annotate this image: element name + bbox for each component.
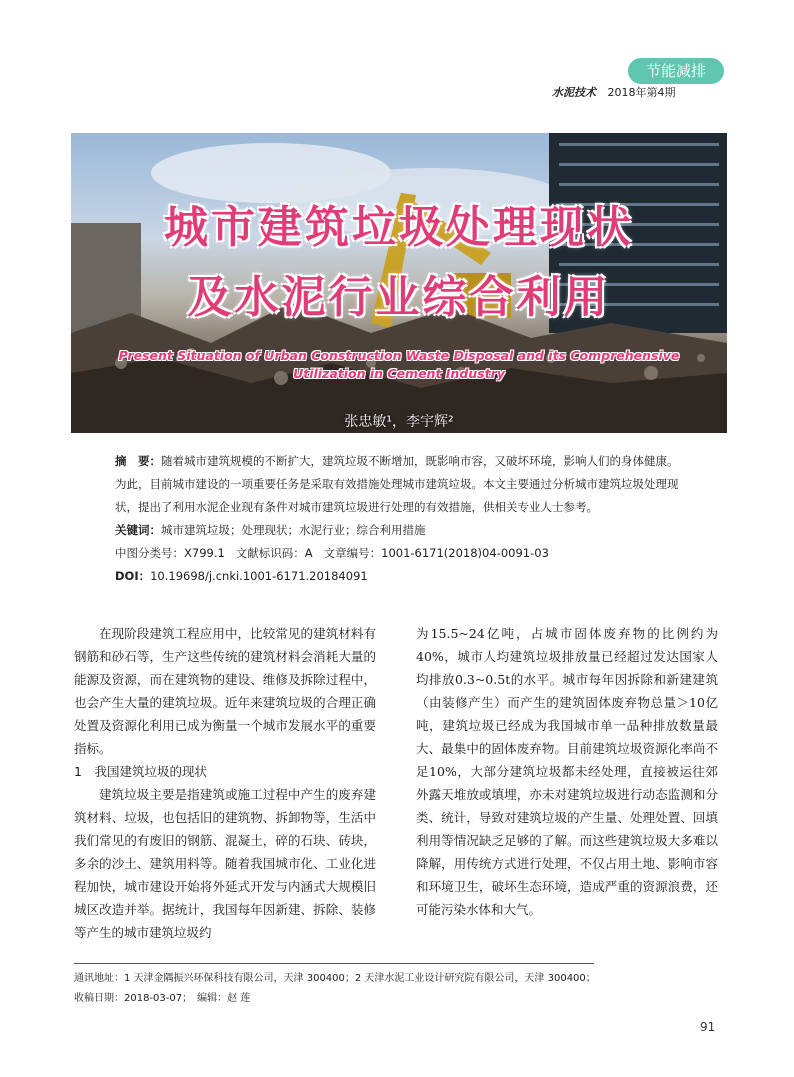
- article-title-line1: 城市建筑垃圾处理现状: [164, 202, 634, 253]
- page-number: 91: [700, 1020, 716, 1034]
- doi-value: 10.19698/j.cnki.1001-6171.20184091: [150, 569, 368, 583]
- article-no-label: 文章编号：: [323, 546, 382, 560]
- body-paragraph: 在现阶段建筑工程应用中，比较常见的建筑材料有钢筋和砂石等，生产这些传统的建筑材料会消耗大量的能源及资源，而在建筑物的建设、维修及拆除过程中，也会产生大量的建筑垃圾。近年来建筑垃圾的合理正确处置及资源化利用已成为衡量一个城市发展水平的重要指标。: [74, 626, 376, 756]
- footnote-received: 收稿日期：2018-03-07； 编辑：赵 莲: [74, 993, 251, 1004]
- doc-code-label: 文献标识码：: [235, 546, 305, 560]
- section-heading: 1 我国建筑垃圾的现状: [74, 764, 207, 779]
- keywords-text: 城市建筑垃圾；处理现状；水泥行业；综合利用措施: [161, 523, 426, 537]
- journal-name: 水泥技术: [552, 86, 596, 99]
- keywords-label: 关键词：: [115, 523, 161, 537]
- abstract-paragraph: [115, 450, 685, 519]
- doi-label: DOI：: [115, 569, 151, 583]
- body-left-column: [74, 622, 376, 944]
- clc-label: 中图分类号：: [115, 546, 184, 560]
- body-right-column: [416, 622, 718, 921]
- clc-value: X799.1: [184, 546, 225, 560]
- body-paragraph: 为15.5~24亿吨，占城市固体废弃物的比例约为40%，城市人均建筑垃圾排放量已经超过发达国家人均排放0.3~0.5t的水平。城市每年因拆除和新建建筑（由装修产生）而产生的建筑固体废弃物总量＞10亿吨，建筑垃圾已经成为我国城市单一品种排放数量最大、最集中的固体废弃物。目前建筑垃圾资源化率尚不足10%，大部分建筑垃圾都未经处理，直接被运往郊外露天堆放或填埋，亦未对建筑垃圾进行动态监测和分类、统计，导致对建筑垃圾的产生量、处理处置、回填利用等情况缺乏足够的了解。而这些建筑垃圾大多难以降解，用传统方式进行处理，不仅占用土地、影响市容和环境卫生，破坏生态环境，造成严重的资源浪费，还可能污染水体和大气。: [416, 626, 718, 917]
- doc-code-value: A: [304, 546, 313, 560]
- footnote-address: 通讯地址：1 天津金隅振兴环保科技有限公司，天津 300400；2 天津水泥工业设计研究院有限公司，天津 300400；: [74, 973, 596, 984]
- article-title-line2: 及水泥行业综合利用: [187, 272, 611, 323]
- abstract-block: [115, 450, 685, 588]
- section-badge: 节能减排: [628, 58, 724, 84]
- body-paragraph: 建筑垃圾主要是指建筑或施工过程中产生的废弃建筑材料、垃圾，也包括旧的建筑物、拆卸物等，生活中我们常见的有废旧的钢筋、混凝土，碎的石块、砖块，多余的沙土、建筑用料等。随着我国城市化、工业化进程加快，城市建设开始将外延式开发与内涵式大规模旧城区改造并举。据统计，我国每年因新建、拆除、装修等产生的城市建筑垃圾约: [74, 787, 376, 940]
- classification-line: [115, 542, 685, 565]
- hero-image: [71, 133, 727, 433]
- article-authors: 张忠敏¹，李宇辉²: [344, 414, 454, 430]
- journal-header: [552, 84, 676, 100]
- footnote-divider: [74, 963, 594, 964]
- keywords-line: [115, 519, 685, 542]
- abstract-label: 摘 要：: [115, 454, 161, 468]
- article-title-english: Present Situation of Urban Construction Waste Disposal and its Comprehensive Utilization in Cement Industry: [118, 348, 680, 381]
- article-no-value: 1001-6171(2018)04-0091-03: [381, 546, 549, 560]
- journal-issue: 2018年第4期: [607, 86, 676, 99]
- doi-line: [115, 565, 685, 588]
- abstract-text: 随着城市建筑规模的不断扩大，建筑垃圾不断增加，既影响市容，又破坏环境，影响人们的身体健康。为此，目前城市建设的一项重要任务是采取有效措施处理城市建筑垃圾。本文主要通过分析城市建筑垃圾处理现状，提出了利用水泥企业现有条件对城市建筑垃圾进行处理的有效措施，供相关专业人士参考。: [115, 454, 679, 514]
